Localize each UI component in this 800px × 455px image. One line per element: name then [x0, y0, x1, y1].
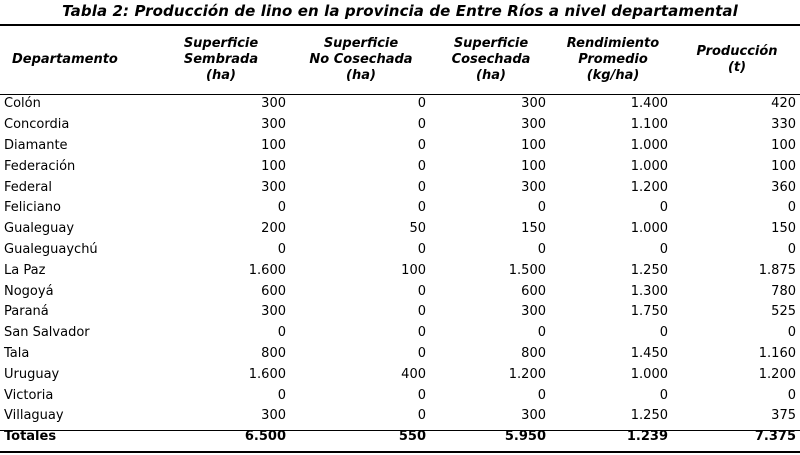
column-header-produccion	[674, 26, 800, 94]
value-cell: 1.200	[758, 366, 796, 382]
value-cell: 300	[261, 179, 286, 195]
column-header-departamento	[0, 26, 150, 94]
column-header-line: Sembrada	[183, 52, 259, 67]
value-cell: 100	[261, 158, 286, 174]
column-header-line: Superficie	[183, 36, 259, 51]
value-cell: 0	[417, 408, 426, 424]
column-header-line: (t)	[727, 60, 747, 75]
table-row	[0, 240, 800, 261]
value-cell: 0	[787, 200, 796, 216]
value-cell: 375	[771, 408, 796, 424]
value-cell: 0	[417, 325, 426, 341]
department-name-cell: Paraná	[4, 304, 49, 320]
value-cell: 0	[417, 304, 426, 320]
table-row	[0, 177, 800, 198]
column-header-line: (ha)	[476, 68, 506, 83]
value-cell: 1.250	[630, 408, 668, 424]
table-row	[0, 302, 800, 323]
value-cell: 400	[401, 366, 426, 382]
department-name-cell: Gualeguay	[4, 221, 75, 237]
total-value-cell: 5.950	[504, 429, 546, 445]
department-name-cell: La Paz	[4, 262, 46, 278]
value-cell: 0	[787, 325, 796, 341]
value-cell: 100	[521, 137, 546, 153]
value-cell: 1.100	[630, 117, 668, 133]
totals-row	[0, 427, 800, 448]
department-name-cell: Diamante	[4, 137, 68, 153]
department-name-cell: Gualeguaychú	[4, 241, 98, 257]
value-cell: 0	[787, 387, 796, 403]
value-cell: 300	[521, 179, 546, 195]
value-cell: 360	[771, 179, 796, 195]
value-cell: 0	[659, 241, 668, 257]
total-value-cell: 6.500	[244, 429, 286, 445]
value-cell: 800	[521, 345, 546, 361]
value-cell: 100	[771, 158, 796, 174]
column-header-line: (kg/ha)	[586, 68, 640, 83]
department-name-cell: Tala	[4, 345, 30, 361]
value-cell: 0	[537, 200, 546, 216]
value-cell: 300	[521, 304, 546, 320]
table-title: Tabla 2: Producción de lino en la provincia de Entre Ríos a nivel departamental	[62, 2, 738, 20]
total-value-cell: 7.375	[754, 429, 796, 445]
value-cell: 0	[537, 241, 546, 257]
table-row	[0, 281, 800, 302]
value-cell: 300	[261, 408, 286, 424]
table-row	[0, 136, 800, 157]
value-cell: 1.250	[630, 262, 668, 278]
value-cell: 1.500	[508, 262, 546, 278]
value-cell: 1.200	[630, 179, 668, 195]
column-header-superficie-sembrada	[150, 26, 292, 94]
value-cell: 0	[277, 325, 286, 341]
column-header-superficie-no-cosechada	[292, 26, 430, 94]
value-cell: 0	[659, 200, 668, 216]
column-header-line: No Cosechada	[309, 52, 413, 67]
table-row	[0, 198, 800, 219]
table-row	[0, 344, 800, 365]
value-cell: 0	[659, 325, 668, 341]
value-cell: 300	[261, 304, 286, 320]
value-cell: 800	[261, 345, 286, 361]
value-cell: 420	[771, 96, 796, 112]
header-row	[0, 26, 800, 94]
column-header-superficie-cosechada	[430, 26, 552, 94]
value-cell: 1.450	[630, 345, 668, 361]
value-cell: 100	[261, 137, 286, 153]
table-row	[0, 364, 800, 385]
value-cell: 0	[537, 387, 546, 403]
value-cell: 300	[521, 96, 546, 112]
column-header-line: (ha)	[346, 68, 376, 83]
value-cell: 150	[771, 221, 796, 237]
table-row	[0, 260, 800, 281]
value-cell: 0	[417, 179, 426, 195]
column-header-line: Producción	[696, 44, 778, 59]
value-cell: 1.000	[630, 366, 668, 382]
value-cell: 0	[277, 387, 286, 403]
value-cell: 0	[417, 117, 426, 133]
value-cell: 0	[417, 158, 426, 174]
department-name-cell: Concordia	[4, 117, 70, 133]
value-cell: 330	[771, 117, 796, 133]
value-cell: 50	[409, 221, 426, 237]
value-cell: 0	[537, 325, 546, 341]
value-cell: 0	[787, 241, 796, 257]
value-cell: 0	[417, 241, 426, 257]
value-cell: 1.875	[758, 262, 796, 278]
value-cell: 1.600	[248, 366, 286, 382]
column-header-line: (ha)	[206, 68, 236, 83]
value-cell: 1.000	[630, 221, 668, 237]
value-cell: 300	[261, 117, 286, 133]
table-row	[0, 406, 800, 427]
department-name-cell: Victoria	[4, 387, 54, 403]
value-cell: 0	[277, 241, 286, 257]
department-name-cell: Villaguay	[4, 408, 64, 424]
value-cell: 1.750	[630, 304, 668, 320]
department-name-cell: Nogoyá	[4, 283, 54, 299]
table-row	[0, 219, 800, 240]
table-row	[0, 385, 800, 406]
department-name-cell: Uruguay	[4, 366, 60, 382]
value-cell: 1.600	[248, 262, 286, 278]
department-name-cell: San Salvador	[4, 325, 90, 341]
value-cell: 150	[521, 221, 546, 237]
department-name-cell: Federal	[4, 179, 52, 195]
total-value-cell: 1.239	[626, 429, 668, 445]
total-value-cell: 550	[398, 429, 426, 445]
value-cell: 780	[771, 283, 796, 299]
value-cell: 1.400	[630, 96, 668, 112]
value-cell: 1.300	[630, 283, 668, 299]
column-header-line: Superficie	[453, 36, 529, 51]
value-cell: 1.200	[508, 366, 546, 382]
value-cell: 300	[521, 408, 546, 424]
department-name-cell: Federación	[4, 158, 76, 174]
department-name-cell: Colón	[4, 96, 41, 112]
value-cell: 0	[417, 200, 426, 216]
bottom-rule	[0, 451, 800, 453]
column-header-line: Cosechada	[451, 52, 531, 67]
column-header-line: Departamento	[12, 52, 118, 67]
column-header-rendimiento-promedio	[552, 26, 674, 94]
value-cell: 0	[417, 387, 426, 403]
column-header-line: Promedio	[578, 52, 648, 67]
value-cell: 0	[659, 387, 668, 403]
value-cell: 600	[521, 283, 546, 299]
value-cell: 525	[771, 304, 796, 320]
value-cell: 100	[771, 137, 796, 153]
value-cell: 1.000	[630, 137, 668, 153]
table-row	[0, 323, 800, 344]
production-table	[0, 26, 800, 448]
column-header-line: Superficie	[323, 36, 399, 51]
value-cell: 1.000	[630, 158, 668, 174]
value-cell: 1.160	[758, 345, 796, 361]
table-row	[0, 156, 800, 177]
totals-label: Totales	[4, 429, 57, 445]
value-cell: 300	[521, 117, 546, 133]
value-cell: 600	[261, 283, 286, 299]
value-cell: 0	[417, 283, 426, 299]
department-name-cell: Feliciano	[4, 200, 61, 216]
value-cell: 0	[417, 137, 426, 153]
value-cell: 0	[417, 96, 426, 112]
table-row	[0, 94, 800, 115]
value-cell: 200	[261, 221, 286, 237]
table-row	[0, 115, 800, 136]
value-cell: 0	[277, 200, 286, 216]
value-cell: 100	[401, 262, 426, 278]
value-cell: 300	[261, 96, 286, 112]
value-cell: 100	[521, 158, 546, 174]
column-header-line: Rendimiento	[566, 36, 660, 51]
value-cell: 0	[417, 345, 426, 361]
